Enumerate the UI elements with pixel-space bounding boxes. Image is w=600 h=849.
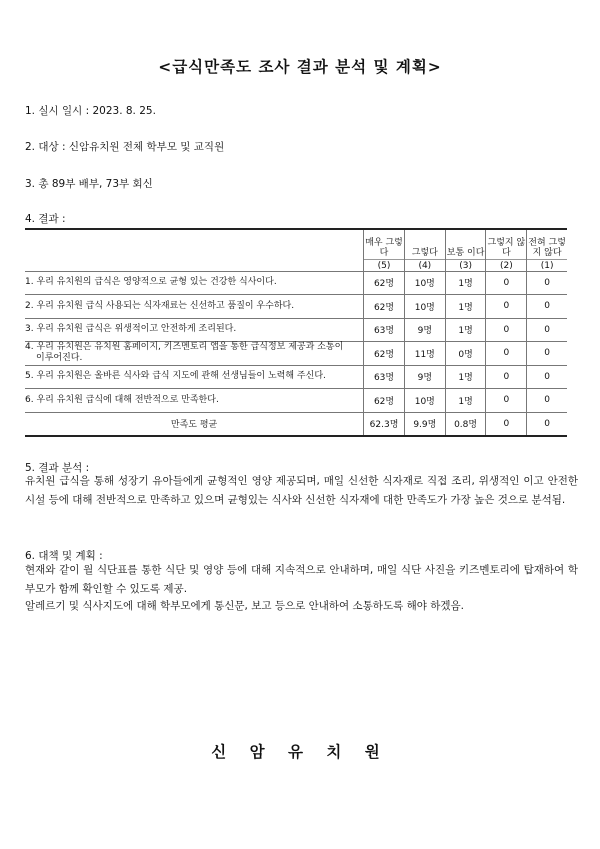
value-cell: 0 — [486, 389, 527, 413]
average-value-cell: 0 — [527, 412, 567, 436]
value-cell: 9명 — [404, 318, 445, 342]
header-col-5: 매우 그렇다 (5) — [364, 229, 405, 271]
question-text-continued: 이루어진다. — [36, 353, 83, 364]
question-cell: 2. 우리 유치원 급식 사용되는 식자재료는 신선하고 품질이 우수하다. — [25, 295, 364, 319]
value-cell: 62명 — [364, 295, 405, 319]
question-cell — [25, 342, 364, 366]
value-cell: 1명 — [445, 318, 486, 342]
table-row — [25, 365, 567, 389]
question-cell: 1. 우리 유치원의 급식은 영양적으로 균형 있는 건강한 식사이다. — [25, 271, 364, 295]
value-cell: 9명 — [404, 365, 445, 389]
value-cell: 0 — [527, 318, 567, 342]
question-text: 4. 우리 유치원은 유치원 홈페이지, 키즈멘토리 앱을 통한 급식정보 제공과 소통이 — [25, 342, 344, 353]
plan-body-1: 현재와 같이 월 식단표를 통한 식단 및 영양 등에 대해 지속적으로 안내하며, 매일 식단 사진을 키즈멘토리에 탑재하여 학부모가 함께 확인할 수 있도록 제공. — [25, 564, 578, 595]
value-cell: 10명 — [404, 271, 445, 295]
table-header-row — [25, 229, 567, 271]
header-col-1: 전혀 그렇지 않다 (1) — [527, 229, 567, 271]
value-cell: 0 — [527, 389, 567, 413]
header-col-4: 그렇다 (4) — [404, 229, 445, 271]
header-col-3: 보통 이다 (3) — [445, 229, 486, 271]
table-row — [25, 342, 567, 366]
average-value-cell: 0 — [486, 412, 527, 436]
value-cell: 1명 — [445, 365, 486, 389]
value-cell: 0 — [527, 342, 567, 366]
plan-heading: 6. 대책 및 계획 : — [25, 550, 103, 562]
table-row — [25, 295, 567, 319]
header-col-2: 그렇지 않다 (2) — [486, 229, 527, 271]
value-cell: 10명 — [404, 295, 445, 319]
value-cell: 0 — [486, 295, 527, 319]
value-cell: 10명 — [404, 389, 445, 413]
value-cell: 1명 — [445, 389, 486, 413]
value-cell: 0 — [486, 365, 527, 389]
average-value-cell: 0.8명 — [445, 412, 486, 436]
average-value-cell: 9.9명 — [404, 412, 445, 436]
value-cell: 11명 — [404, 342, 445, 366]
value-cell: 62명 — [364, 389, 405, 413]
question-cell: 6. 우리 유치원 급식에 대해 전반적으로 만족한다. — [25, 389, 364, 413]
kindergarten-name-footer: 신 암 유 치 원 — [211, 743, 389, 761]
header-blank-cell — [25, 229, 364, 271]
value-cell: 0 — [486, 342, 527, 366]
value-cell: 0 — [527, 271, 567, 295]
value-cell: 62명 — [364, 271, 405, 295]
table-average-row — [25, 412, 567, 436]
item-count: 3. 총 89부 배부, 73부 회신 — [25, 178, 153, 190]
average-label-cell: 만족도 평균 — [25, 412, 364, 436]
value-cell: 0 — [527, 295, 567, 319]
item-date: 1. 실시 일시 : 2023. 8. 25. — [25, 105, 156, 117]
survey-result-table — [25, 228, 567, 437]
value-cell: 1명 — [445, 271, 486, 295]
document-title: <급식만족도 조사 결과 분석 및 계획> — [158, 58, 442, 76]
question-cell: 5. 우리 유치원은 올바른 식사와 급식 지도에 관해 선생님들이 노력해 주신다. — [25, 365, 364, 389]
value-cell: 63명 — [364, 365, 405, 389]
value-cell: 0 — [486, 271, 527, 295]
item-result-heading: 4. 결과 : — [25, 213, 66, 225]
average-value-cell: 62.3명 — [364, 412, 405, 436]
table-row — [25, 271, 567, 295]
item-target: 2. 대상 : 신암유치원 전체 학부모 및 교직원 — [25, 141, 225, 153]
value-cell: 0 — [486, 318, 527, 342]
plan-body-2: 알레르기 및 식사지도에 대해 학부모에게 통신문, 보고 등으로 안내하여 소통하도록 해야 하겠음. — [25, 600, 464, 612]
table-row — [25, 389, 567, 413]
value-cell: 0명 — [445, 342, 486, 366]
value-cell: 62명 — [364, 342, 405, 366]
table-row — [25, 318, 567, 342]
value-cell: 0 — [527, 365, 567, 389]
analysis-body: 유치원 급식을 통해 성장기 유아들에게 균형적인 영양 제공되며, 매일 신선한 식자재로 직접 조리, 위생적인 이고 안전한 시설 등에 대해 전반적으로 만족하고 있으며 균형있는 식사와 신선한 식자재에 대한 만족도가 가장 높은 것으로 분석됨. — [25, 475, 578, 506]
value-cell: 1명 — [445, 295, 486, 319]
question-cell: 3. 우리 유치원 급식은 위생적이고 안전하게 조리된다. — [25, 318, 364, 342]
analysis-heading: 5. 결과 분석 : — [25, 462, 90, 474]
value-cell: 63명 — [364, 318, 405, 342]
